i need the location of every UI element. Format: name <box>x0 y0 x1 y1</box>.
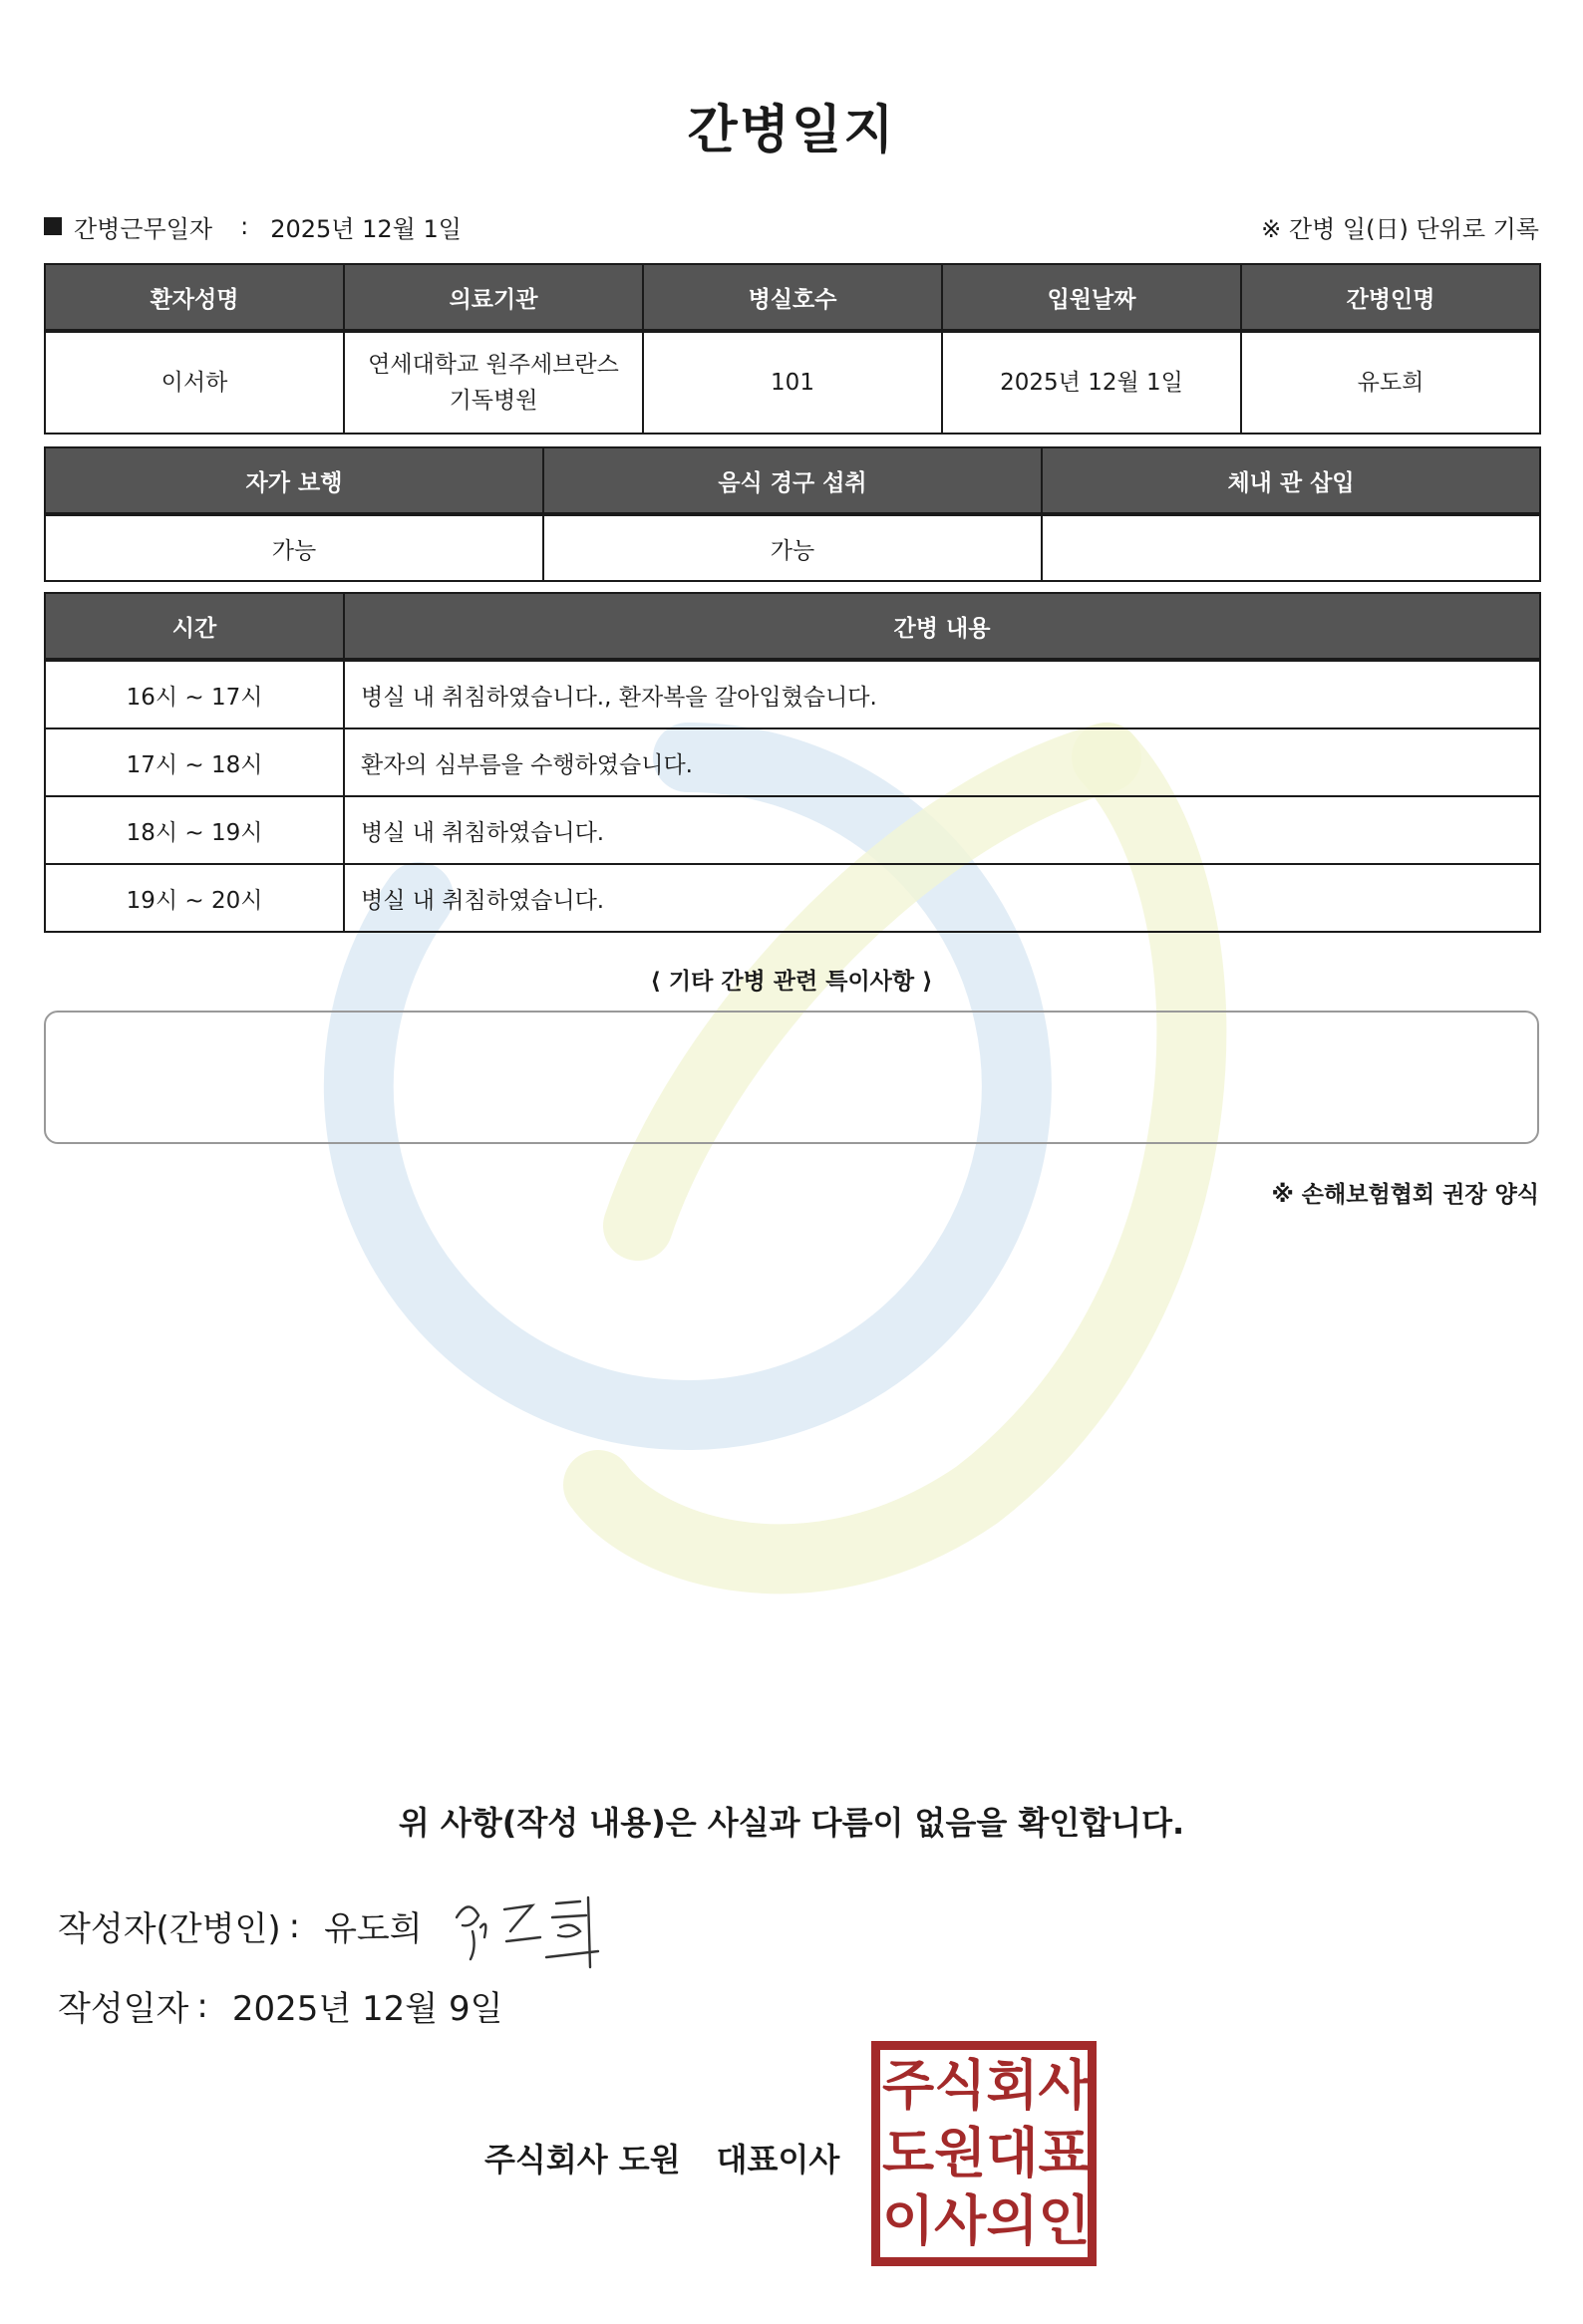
content-cell: 병실 내 취침하였습니다. <box>344 796 1540 864</box>
care-log-table <box>44 592 1541 933</box>
date-label: 작성일자 <box>58 1989 189 2029</box>
content-cell: 병실 내 취침하였습니다. <box>344 864 1540 932</box>
header-hospital: 의료기관 <box>344 264 643 331</box>
room-number: 101 <box>643 331 942 434</box>
seal-glyph: 인 <box>1038 2189 1091 2252</box>
company-signature <box>484 2135 839 2180</box>
work-date-value: 2025년 12월 1일 <box>270 214 462 243</box>
colon: : <box>240 212 249 240</box>
header-oral-intake: 음식 경구 섭취 <box>543 447 1042 514</box>
hospital-line2: 기독병원 <box>449 388 538 414</box>
table-row <box>45 864 1540 932</box>
representative-title: 대표이사 <box>716 2141 840 2179</box>
colon: : <box>196 1985 208 2026</box>
header-patient-name: 환자성명 <box>45 264 344 331</box>
patient-name: 이서하 <box>45 331 344 434</box>
unit-note: ※ 간병 일(日) 단위로 기록 <box>1261 214 1539 243</box>
header-time: 시간 <box>45 593 344 660</box>
confirmation-statement: 위 사항(작성 내용)은 사실과 다름이 없음을 확인합니다. <box>398 1804 1185 1842</box>
header-tube-insertion: 체내 관 삽입 <box>1042 447 1540 514</box>
header-self-walking: 자가 보행 <box>45 447 543 514</box>
seal-glyph: 회 <box>986 2054 1039 2117</box>
caregiver-name: 유도희 <box>1241 331 1540 434</box>
oral-intake-value: 가능 <box>543 514 1042 581</box>
handwritten-signature <box>449 1888 608 1971</box>
company-name: 주식회사 도원 <box>484 2141 681 2179</box>
date-row <box>58 1981 502 2030</box>
colon: : <box>288 1905 301 1946</box>
header-care-content: 간병 내용 <box>344 593 1540 660</box>
tube-insertion-value <box>1042 514 1540 581</box>
author-row <box>58 1901 423 1950</box>
table-row <box>45 660 1540 728</box>
author-label: 작성자(간병인) <box>58 1909 281 1949</box>
work-date-label: 간병근무일자 <box>74 214 213 243</box>
seal-glyph: 원 <box>934 2122 987 2184</box>
seal-glyph: 도 <box>882 2122 935 2184</box>
table-row <box>45 796 1540 864</box>
header-caregiver-name: 간병인명 <box>1241 264 1540 331</box>
seal-glyph: 표 <box>1038 2122 1091 2184</box>
square-bullet-icon <box>44 217 62 235</box>
meta-row <box>44 209 1539 243</box>
company-seal <box>871 2041 1097 2266</box>
seal-glyph: 식 <box>934 2054 987 2117</box>
notes-title: ⟨ 기타 간병 관련 특이사항 ⟩ <box>650 969 933 995</box>
header-room: 병실호수 <box>643 264 942 331</box>
seal-glyph: 사 <box>1038 2054 1091 2117</box>
time-cell: 16시 ~ 17시 <box>45 660 344 728</box>
content-cell: 환자의 심부름을 수행하였습니다. <box>344 728 1540 796</box>
notes-box <box>44 1011 1539 1144</box>
seal-glyph: 대 <box>986 2122 1039 2184</box>
header-admission-date: 입원날짜 <box>942 264 1241 331</box>
written-date: 2025년 12월 9일 <box>231 1989 503 2029</box>
seal-glyph: 이 <box>882 2189 935 2252</box>
hospital-cell <box>344 331 643 434</box>
seal-glyph: 주 <box>882 2054 935 2117</box>
time-cell: 18시 ~ 19시 <box>45 796 344 864</box>
author-name: 유도희 <box>324 1909 423 1949</box>
seal-glyph: 사 <box>934 2189 987 2252</box>
patient-status-table <box>44 446 1541 582</box>
time-cell: 19시 ~ 20시 <box>45 864 344 932</box>
hospital-line1: 연세대학교 원주세브란스 <box>368 352 619 378</box>
document-title: 간병일지 <box>687 101 896 160</box>
recommendation-note: ※ 손해보험협회 권장 양식 <box>1271 1182 1539 1208</box>
patient-info-table <box>44 263 1541 435</box>
admission-date: 2025년 12월 1일 <box>942 331 1241 434</box>
time-cell: 17시 ~ 18시 <box>45 728 344 796</box>
table-row <box>45 728 1540 796</box>
seal-glyph: 의 <box>986 2189 1039 2252</box>
content-cell: 병실 내 취침하였습니다., 환자복을 갈아입혔습니다. <box>344 660 1540 728</box>
self-walking-value: 가능 <box>45 514 543 581</box>
